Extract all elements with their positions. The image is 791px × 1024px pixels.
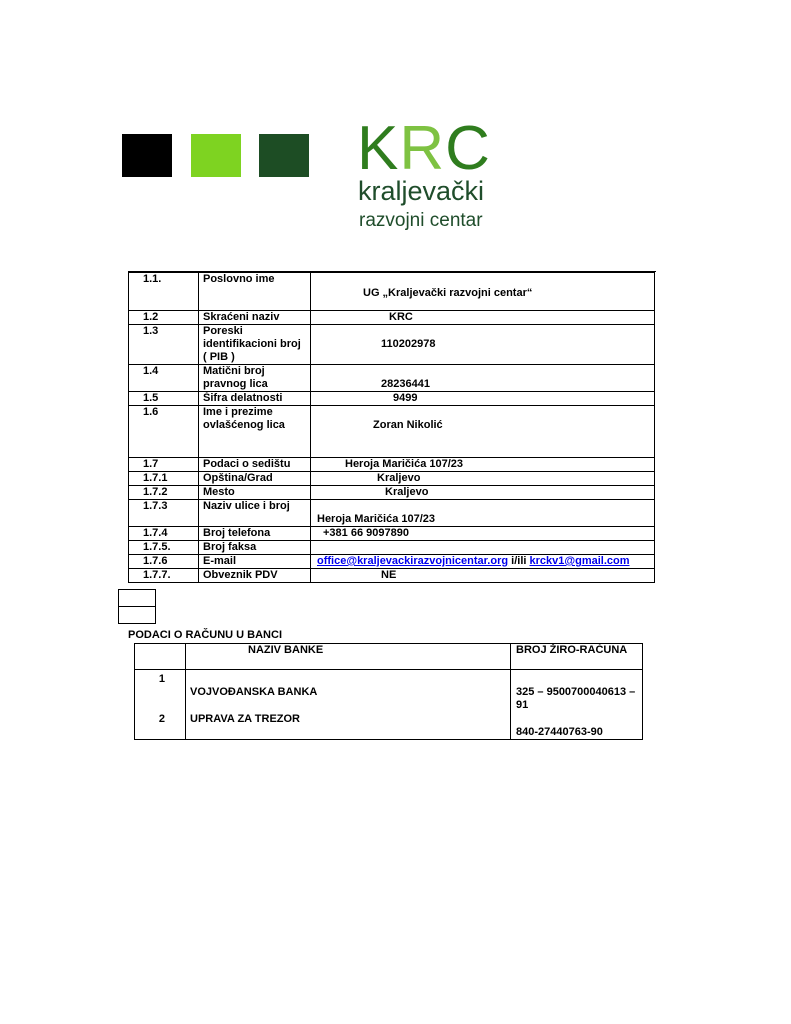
table-row [135, 670, 643, 740]
place-value: Kraljevo [385, 486, 429, 498]
empty-stub-cell [118, 589, 156, 607]
logo-square-darkgreen [259, 134, 309, 177]
row-number: 1.7 [129, 458, 199, 472]
municipality-value: Kraljevo [377, 472, 421, 484]
organization-info-table [128, 272, 655, 583]
row-label: Obveznik PDV [199, 569, 311, 583]
header-account-number: BROJ ŽIRO-RAČUNA [511, 644, 643, 670]
bank-row-number: 1 [158, 673, 165, 685]
row-label: E-mail [199, 555, 311, 569]
table-row [129, 311, 655, 325]
street-value: Heroja Maričića 107/23 [317, 513, 436, 525]
row-value [311, 541, 655, 555]
table-row [129, 406, 655, 458]
table-row [129, 458, 655, 472]
row-label: Mesto [199, 486, 311, 500]
logo-letter-k: K [357, 114, 400, 183]
bank-name: UPRAVA ZA TREZOR [190, 713, 300, 725]
row-label: Matični broj pravnog lica [199, 365, 311, 392]
empty-stub-cell [118, 606, 156, 624]
business-name-value: UG „Kraljevački razvojni centar“ [363, 287, 533, 299]
logo-square-lime [191, 134, 241, 177]
row-label: Ime i prezime ovlašćenog lica [199, 406, 311, 458]
bank-names [186, 670, 511, 740]
row-value [311, 458, 655, 472]
table-header-row [135, 644, 643, 670]
row-label: Skraćeni naziv [199, 311, 311, 325]
logo-letter-c: C [445, 114, 491, 183]
row-value [311, 472, 655, 486]
bank-accounts [511, 670, 643, 740]
logo-line-1: kraljevački [358, 176, 485, 206]
row-number: 1.7.5. [129, 541, 199, 555]
bank-name: VOJVOĐANSKA BANKA [190, 686, 318, 698]
registration-number-value: 28236441 [381, 378, 430, 390]
row-value [311, 406, 655, 458]
table-row [129, 555, 655, 569]
logo-krc-letters [357, 114, 491, 183]
row-value [311, 527, 655, 541]
bank-row-number: 2 [158, 713, 165, 725]
row-label: Broj telefona [199, 527, 311, 541]
row-label: Poslovno ime [199, 273, 311, 311]
table-row [129, 527, 655, 541]
table-row [129, 365, 655, 392]
table-row [129, 541, 655, 555]
authorized-person-value: Zoran Nikolić [373, 419, 443, 431]
row-value [311, 555, 655, 569]
logo-line-2: razvojni centar [359, 210, 483, 231]
row-label: Poreski identifikacioni broj ( PIB ) [199, 325, 311, 365]
row-label: Šifra delatnosti [199, 392, 311, 406]
email-link-primary[interactable]: office@kraljevackirazvojnicentar.org [317, 555, 509, 567]
row-value [311, 365, 655, 392]
bank-section-title: PODACI O RAČUNU U BANCI [128, 629, 282, 641]
account-number: 840-27440763-90 [516, 726, 603, 738]
row-label: Naziv ulice i broj [199, 500, 311, 527]
bank-accounts-table [134, 643, 643, 740]
row-number: 1.7.4 [129, 527, 199, 541]
table-row [129, 500, 655, 527]
row-number: 1.5 [129, 392, 199, 406]
row-value [311, 325, 655, 365]
row-number: 1.7.2 [129, 486, 199, 500]
row-value [311, 486, 655, 500]
pib-value: 110202978 [381, 338, 436, 350]
table-row [129, 392, 655, 406]
row-number: 1.7.1 [129, 472, 199, 486]
seat-address-value: Heroja Maričića 107/23 [345, 458, 464, 470]
logo-letter-r: R [399, 114, 446, 183]
short-name-value: KRC [389, 311, 413, 323]
row-value [311, 500, 655, 527]
activity-code-value: 9499 [393, 392, 418, 404]
row-label: Opština/Grad [199, 472, 311, 486]
row-value [311, 311, 655, 325]
row-number: 1.7.7. [129, 569, 199, 583]
email-separator: i/ili [508, 555, 530, 567]
row-number: 1.4 [129, 365, 199, 392]
krc-logo [357, 114, 517, 238]
email-link-secondary[interactable]: krckv1@gmail.com [529, 555, 630, 567]
table-row [129, 472, 655, 486]
row-label: Podaci o sedištu [199, 458, 311, 472]
table-row [129, 273, 655, 311]
row-number: 1.7.3 [129, 500, 199, 527]
logo-square-black [122, 134, 172, 177]
row-number: 1.1. [129, 273, 199, 311]
phone-value: +381 66 9097890 [323, 527, 409, 539]
row-number: 1.3 [129, 325, 199, 365]
header-bank-name: NAZIV BANKE [186, 644, 511, 670]
table-row [129, 325, 655, 365]
table-row [129, 569, 655, 583]
row-number: 1.7.6 [129, 555, 199, 569]
account-number: 325 – 9500700040613 – 91 [516, 686, 636, 711]
row-label: Broj faksa [199, 541, 311, 555]
table-row [129, 486, 655, 500]
vat-payer-value: NE [381, 569, 397, 581]
row-number: 1.6 [129, 406, 199, 458]
row-value [311, 273, 655, 311]
row-number: 1.2 [129, 311, 199, 325]
row-value [311, 569, 655, 583]
bank-row-numbers [135, 670, 186, 740]
row-value [311, 392, 655, 406]
header-cell-empty [135, 644, 186, 670]
